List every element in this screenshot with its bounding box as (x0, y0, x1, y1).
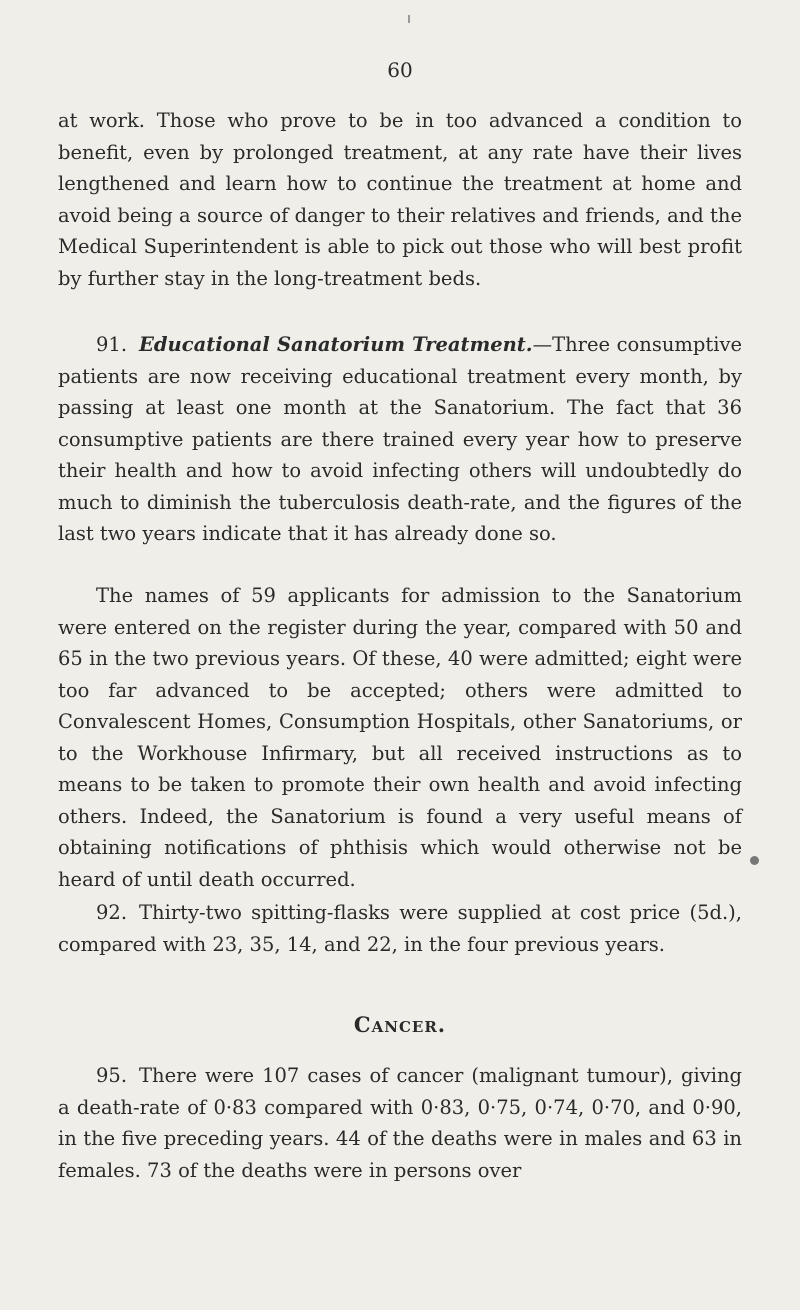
page-number: 60 (387, 58, 413, 82)
section-heading: Cancer. (353, 1012, 447, 1037)
paragraph-continuation: at work. Those who prove to be in too advanced a condition to benefit, even by prolonged treatment, at any rate have their lives lengthened and learn how to continue the treatment at home and avoid being a source of danger to their relatives and friends, and the Medical Superintendent is able to pick out those who will best profit by further stay in the long-treatment beds. (58, 109, 742, 290)
paragraph-number: 91. (96, 333, 128, 356)
ink-spot (750, 856, 759, 865)
paragraph-92 (58, 897, 742, 960)
paragraph-number: 95. (96, 1064, 128, 1087)
paragraph-heading: Educational Sanatorium Treatment. (139, 333, 533, 356)
paragraph-text: There were 107 cases of cancer (malignant tumour), giving a death-rate of 0·83 compared with 0·83, 0·75, 0·74, 0·70, and 0·90, in the five preceding years. 44 of the deaths were in males and 63 in females. 73 of the deaths were in persons over (58, 1064, 742, 1182)
paragraph-text: Thirty-two spitting-flasks were supplied at cost price (5d.), compared with 23, 35, 14, and 22, in the four previous years. (58, 901, 742, 956)
paragraph-number: 92. (96, 901, 128, 924)
paragraph-95 (58, 1060, 742, 1186)
paragraph-text: —Three consumptive patients are now receiving educational treatment every month, by passing at least one month at the Sanatorium. The fact that 36 consumptive patients are there trained every year how to preserve their health and how to avoid infecting others will undoubtedly do much to diminish the tuberculosis death-rate, and the figures of the last two years indicate that it has already done so. (58, 333, 742, 545)
scan-mark (408, 15, 410, 23)
paragraph-91 (58, 329, 742, 550)
paragraph-applicants: The names of 59 applicants for admission to the Sanatorium were entered on the register during the year, compared with 50 and 65 in the two previous years. Of these, 40 were admitted; eight were too far advanced to be accepted; others were admitted to Convalescent Homes, Consumption Hospitals, other Sanatoriums, or to the Workhouse Infirmary, but all received instructions as to means to be taken to promote their own health and avoid infecting others. Indeed, the Sanatorium is found a very useful means of obtaining notifications of phthisis which would otherwise not be heard of until death occurred. (58, 584, 742, 891)
